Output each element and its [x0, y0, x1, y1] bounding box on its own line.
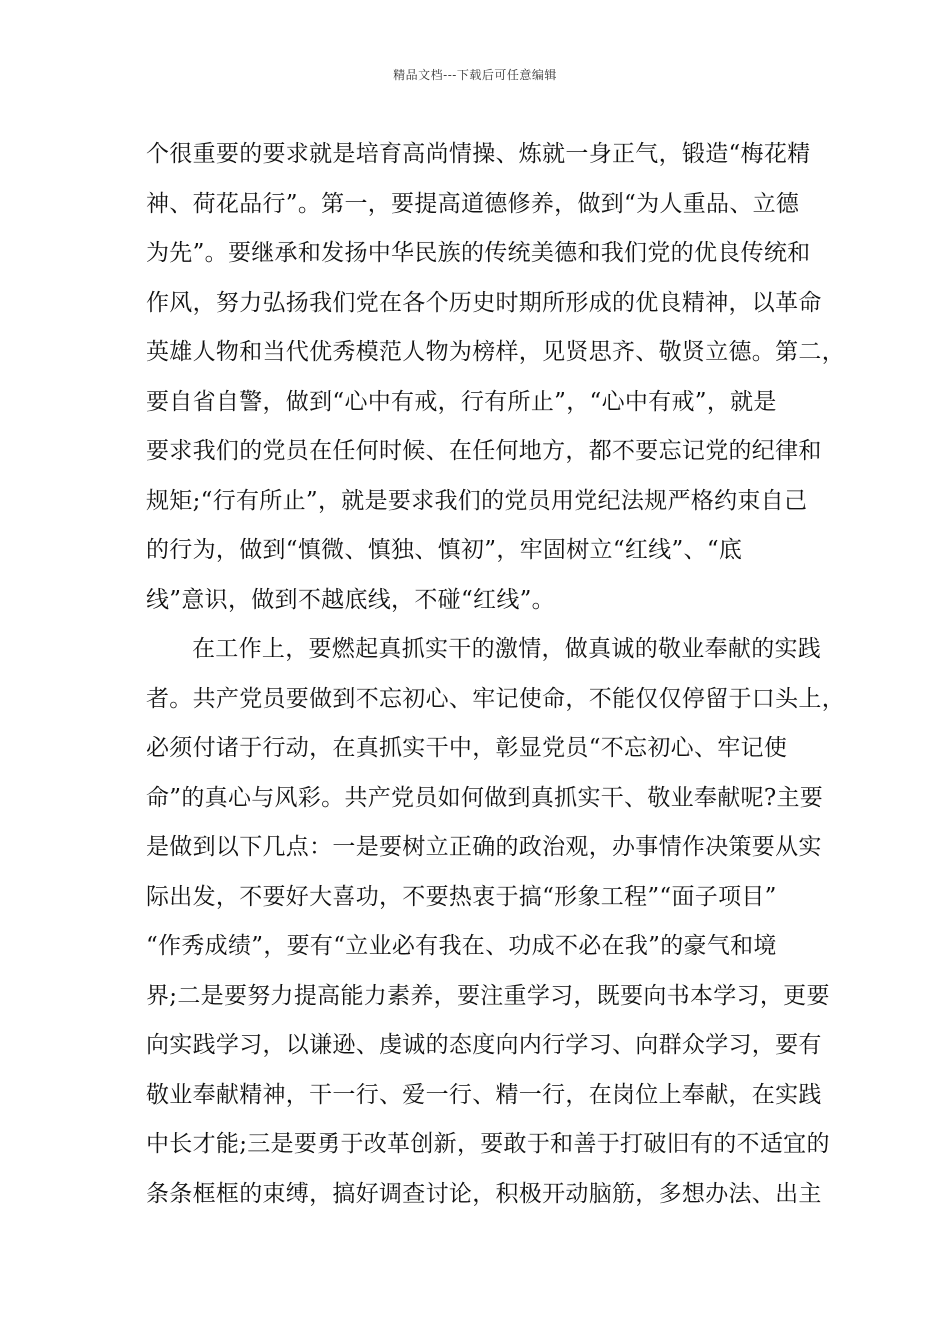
text-line: 中长才能;三是要勇于改革创新，要敢于和善于打破旧有的不适宜的 [146, 1131, 830, 1157]
text-line: 是做到以下几点：一是要树立正确的政治观，办事情作决策要从实 [146, 834, 822, 860]
paragraph-start-line: 在工作上，要燃起真抓实干的激情，做真诚的敬业奉献的实践 [192, 636, 822, 662]
text-line: 界;二是要努力提高能力素养，要注重学习，既要向书本学习，更要 [146, 982, 830, 1009]
text-line: 规矩;“行有所止”，就是要求我们的党员用党纪法规严格约束自己 [146, 487, 808, 514]
text-line: 条条框框的束缚，搞好调查讨论，积极开动脑筋，多想办法、出主 [146, 1180, 822, 1207]
document-body [146, 130, 846, 1219]
text-line: 者。共产党员要做到不忘初心、牢记使命，不能仅仅停留于口头上， [146, 685, 845, 712]
text-line: 要求我们的党员在任何时候、在任何地方，都不要忘记党的纪律和 [146, 438, 822, 464]
text-line: 为先”。要继承和发扬中华民族的传统美德和我们党的优良传统和 [146, 240, 811, 266]
text-line: 个很重要的要求就是培育高尚情操、炼就一身正气，锻造“梅花精 [146, 141, 811, 167]
text-line: 向实践学习，以谦逊、虔诚的态度向内行学习、向群众学习，要有 [146, 1032, 822, 1058]
text-line: 必须付诸于行动，在真抓实干中，彰显党员“不忘初心、牢记使 [146, 735, 788, 761]
page-header: 精品文档---下载后可任意编辑 [393, 68, 557, 82]
text-line: 神、荷花品行”。第一，要提高道德修养，做到“为人重品、立德 [146, 190, 800, 217]
text-line: 际出发，不要好大喜功，不要热衷于搞“形象工程”“面子项目” [146, 883, 777, 910]
text-line: 敬业奉献精神，干一行、爱一行、精一行，在岗位上奉献，在实践 [146, 1081, 822, 1108]
text-line: 命”的真心与风彩。共产党员如何做到真抓实干、敬业奉献呢?主要 [146, 784, 824, 811]
text-line: 作风，努力弘扬我们党在各个历史时期所形成的优良精神，以革命 [146, 289, 822, 316]
text-line: 的行为，做到“慎微、慎独、慎初”，牢固树立“红线”、“底 [146, 537, 743, 563]
text-line: 英雄人物和当代优秀模范人物为榜样，见贤思齐、敬贤立德。第二， [146, 339, 845, 365]
text-line: 线”意识，做到不越底线，不碰“红线”。 [146, 586, 555, 613]
text-line: “作秀成绩”，要有“立业必有我在、功成不必在我”的豪气和境 [146, 933, 777, 959]
text-line: 要自省自警，做到“心中有戒，行有所止”，“心中有戒”，就是 [146, 388, 777, 415]
